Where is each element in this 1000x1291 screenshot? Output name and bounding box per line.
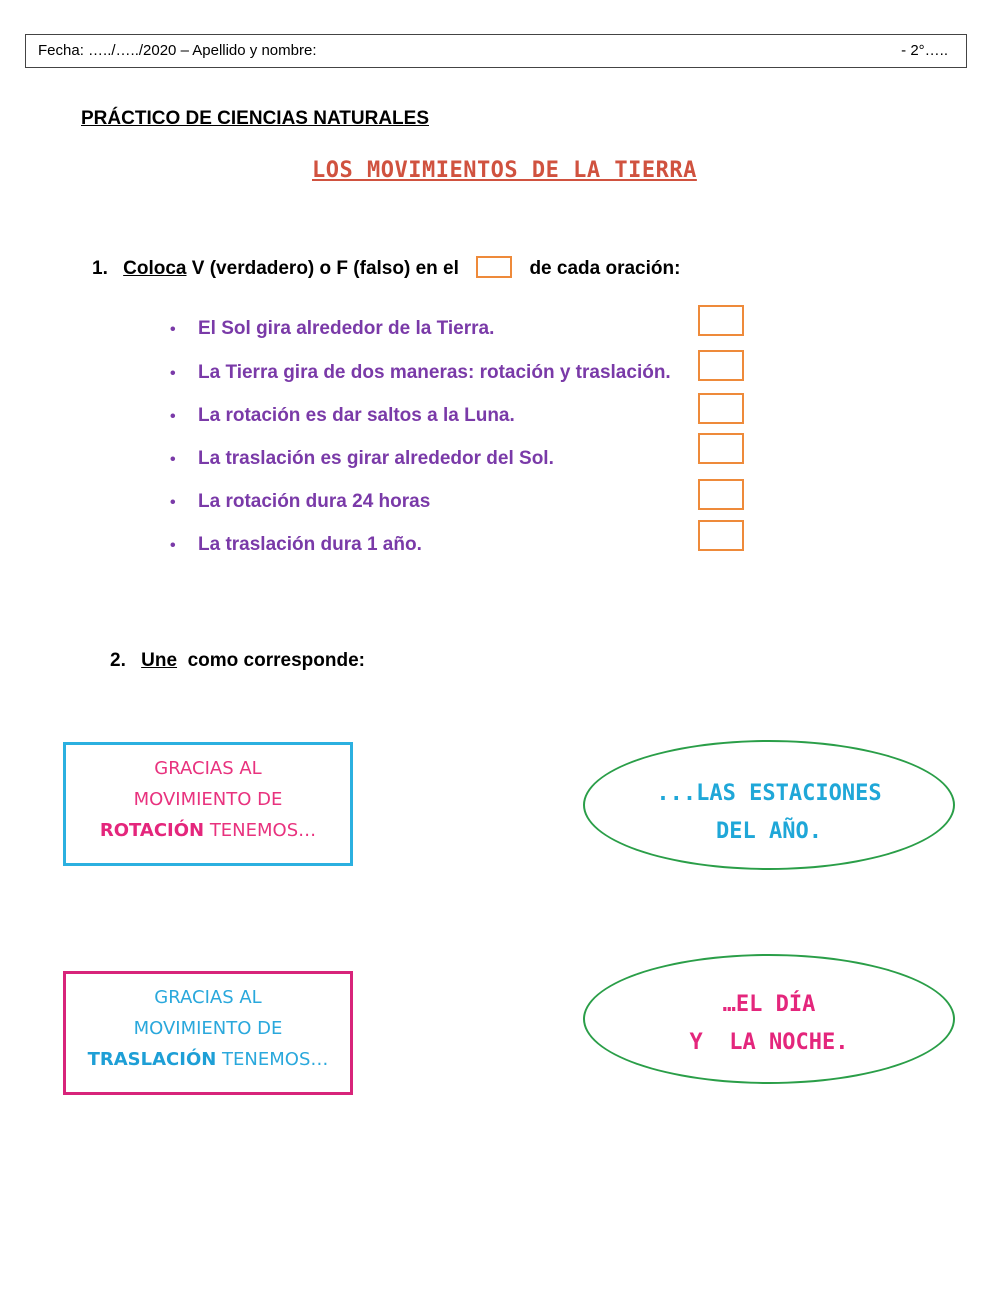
card-line — [66, 815, 350, 846]
question-1 — [92, 258, 680, 280]
bullet-icon: • — [170, 537, 176, 554]
answer-box-1[interactable] — [698, 305, 744, 336]
answer-box-3[interactable] — [698, 393, 744, 424]
answer-box-4[interactable] — [698, 433, 744, 464]
card-rotation[interactable] — [63, 742, 353, 866]
card-line — [66, 1044, 350, 1075]
card-keyword: ROTACIÓN — [99, 820, 205, 841]
statement-1 — [170, 318, 494, 340]
card-line: GRACIAS AL — [154, 758, 262, 779]
card-line: MOVIMIENTO DE — [133, 789, 283, 810]
statement-text: La rotación es dar saltos a la Luna. — [198, 405, 515, 426]
card-line: GRACIAS AL — [154, 987, 262, 1008]
statement-4 — [170, 448, 554, 470]
card-rest: TENEMOS… — [216, 1049, 329, 1070]
header-box — [25, 34, 967, 68]
question-1-text: V (verdadero) o F (falso) en el — [191, 258, 459, 280]
header-grade: - 2°….. — [901, 42, 948, 59]
question-2 — [110, 650, 365, 672]
oval-line: ...LAS ESTACIONES — [656, 781, 882, 806]
card-keyword: TRASLACIÓN — [87, 1049, 217, 1070]
bullet-icon: • — [170, 408, 176, 425]
oval-day-night[interactable] — [583, 954, 955, 1084]
card-line: MOVIMIENTO DE — [133, 1018, 283, 1039]
answer-box-5[interactable] — [698, 479, 744, 510]
main-title: LOS MOVIMIENTOS DE LA TIERRA — [312, 158, 697, 183]
question-2-number: 2. — [110, 650, 126, 671]
statement-text: La traslación dura 1 año. — [198, 534, 422, 555]
bullet-icon: • — [170, 451, 176, 468]
oval-line: …EL DÍA — [722, 992, 816, 1017]
statement-text: La rotación dura 24 horas — [198, 491, 431, 512]
statement-6 — [170, 534, 422, 556]
question-2-verb: Une — [141, 650, 178, 671]
card-rest: TENEMOS… — [204, 820, 317, 841]
question-1-text-end: de cada oración: — [529, 258, 681, 280]
answer-box-6[interactable] — [698, 520, 744, 551]
card-translation[interactable] — [63, 971, 353, 1095]
statement-2 — [170, 362, 671, 384]
question-1-number: 1. — [92, 258, 108, 280]
statement-5 — [170, 491, 430, 513]
question-2-text: como corresponde: — [177, 650, 365, 671]
statement-text: La traslación es girar alrededor del Sol. — [198, 448, 554, 469]
oval-line: DEL AÑO. — [716, 819, 822, 844]
header-date-name: Fecha: …../…../2020 – Apellido y nombre: — [38, 42, 317, 59]
oval-line: Y LA NOCHE. — [689, 1030, 849, 1055]
bullet-icon: • — [170, 321, 176, 338]
bullet-icon: • — [170, 494, 176, 511]
statement-3 — [170, 405, 515, 427]
legend-answer-box — [476, 256, 512, 278]
question-1-verb: Coloca — [123, 258, 187, 280]
bullet-icon: • — [170, 365, 176, 382]
answer-box-2[interactable] — [698, 350, 744, 381]
subject-title: PRÁCTICO DE CIENCIAS NATURALES — [81, 108, 429, 129]
statement-text: El Sol gira alrededor de la Tierra. — [198, 318, 495, 339]
statement-text: La Tierra gira de dos maneras: rotación y traslación. — [198, 362, 671, 383]
oval-seasons[interactable] — [583, 740, 955, 870]
